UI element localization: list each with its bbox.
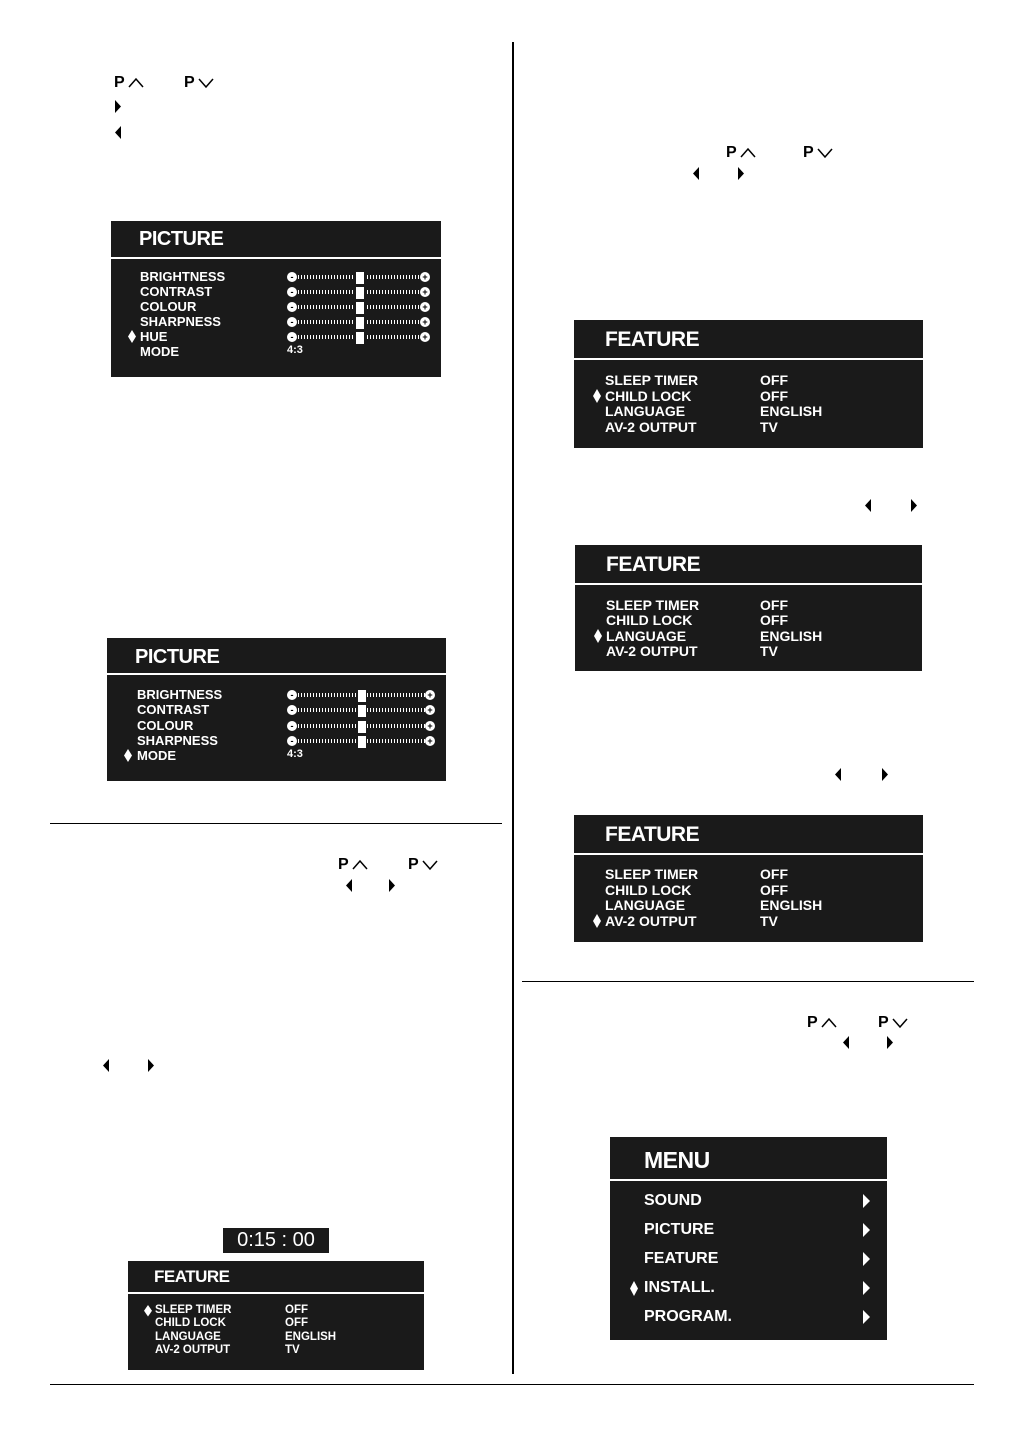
p-up-button-glyph — [114, 74, 145, 92]
p-up-button-glyph — [807, 1014, 838, 1032]
chevron-up-icon — [351, 859, 369, 871]
level-slider[interactable] — [287, 721, 435, 731]
osd-item-label[interactable]: AV-2 OUTPUT — [606, 642, 698, 659]
osd-item-label[interactable]: CHILD LOCK — [605, 387, 692, 404]
chevron-down-icon — [816, 147, 834, 159]
osd-item-value: ENGLISH — [285, 1330, 337, 1343]
column-divider — [512, 42, 514, 1374]
main-menu-osd — [610, 1137, 887, 1340]
slider-knob[interactable] — [357, 704, 367, 718]
p-down-button-glyph — [878, 1014, 909, 1032]
p-label: P — [338, 856, 349, 873]
chevron-up-icon — [739, 147, 757, 159]
level-slider[interactable] — [287, 287, 430, 297]
osd-item-label[interactable]: MODE — [137, 748, 176, 764]
osd-item-label[interactable]: SLEEP TIMER — [155, 1304, 232, 1316]
osd-item-value: 4:3 — [287, 344, 303, 356]
minus-icon: - — [287, 736, 297, 746]
osd-title-separator — [128, 1292, 424, 1294]
plus-icon: + — [420, 302, 430, 312]
p-label: P — [114, 74, 125, 91]
osd-item-value: 4:3 — [287, 748, 303, 761]
p-label: P — [726, 144, 737, 161]
left-arrow-icon — [114, 126, 122, 139]
plus-icon: + — [425, 690, 435, 700]
osd-item-label[interactable]: HUE — [140, 329, 168, 344]
section-divider-right — [522, 981, 974, 982]
submenu-arrow-icon — [863, 1194, 870, 1208]
minus-icon: - — [287, 317, 297, 327]
osd-item-label[interactable]: COLOUR — [140, 299, 197, 314]
osd-item-value: TV — [760, 418, 778, 435]
p-label: P — [878, 1014, 889, 1031]
osd-item-label[interactable]: LANGUAGE — [606, 627, 687, 644]
osd-title-separator — [575, 583, 922, 585]
right-arrow-icon — [886, 1036, 894, 1049]
submenu-arrow-icon — [863, 1223, 870, 1237]
p-label: P — [408, 856, 419, 873]
osd-item-label[interactable]: BRIGHTNESS — [140, 269, 226, 284]
osd-title-separator — [610, 1179, 887, 1181]
slider-knob[interactable] — [357, 720, 367, 734]
selection-pointer-icon — [593, 914, 601, 928]
osd-item-label[interactable]: SLEEP TIMER — [606, 597, 700, 613]
sleep-timer-display: 0:15 : 00 — [223, 1228, 329, 1253]
p-label: P — [184, 74, 195, 91]
osd-item-label[interactable]: LANGUAGE — [155, 1330, 221, 1343]
level-slider[interactable] — [287, 705, 435, 715]
minus-icon: - — [287, 721, 297, 731]
osd-item-value: ENGLISH — [760, 403, 823, 419]
osd-item-label[interactable]: COLOUR — [137, 717, 194, 733]
osd-item-value: TV — [760, 642, 778, 659]
right-arrow-icon — [881, 768, 889, 781]
feature-menu-osd — [128, 1261, 424, 1370]
chevron-down-icon — [891, 1017, 909, 1029]
chevron-up-icon — [820, 1017, 838, 1029]
osd-item-value: OFF — [285, 1304, 308, 1316]
osd-item-label[interactable]: CHILD LOCK — [605, 881, 692, 898]
p-down-button-glyph — [184, 74, 215, 92]
left-arrow-icon — [692, 167, 700, 180]
osd-title: FEATURE — [606, 553, 701, 576]
plus-icon: + — [420, 287, 430, 297]
feature-menu-osd — [574, 320, 923, 448]
plus-icon: + — [420, 317, 430, 327]
level-slider[interactable] — [287, 317, 430, 327]
slider-knob[interactable] — [355, 331, 365, 345]
chevron-up-icon — [127, 77, 145, 89]
osd-item-label[interactable]: CHILD LOCK — [155, 1317, 226, 1330]
p-down-button-glyph — [408, 856, 439, 874]
osd-title: MENU — [644, 1147, 710, 1173]
submenu-arrow-icon — [863, 1310, 870, 1324]
menu-item-label[interactable]: FEATURE — [644, 1250, 719, 1267]
level-slider[interactable] — [287, 332, 430, 342]
level-slider[interactable] — [287, 736, 435, 746]
menu-item-label[interactable]: INSTALL. — [644, 1279, 715, 1296]
menu-item-label[interactable]: PROGRAM. — [644, 1308, 732, 1325]
osd-item-label[interactable]: BRIGHTNESS — [137, 687, 223, 702]
p-label: P — [803, 144, 814, 161]
menu-item-label[interactable]: PICTURE — [644, 1221, 715, 1238]
osd-title-separator — [574, 358, 923, 360]
slider-knob[interactable] — [355, 301, 365, 315]
selection-pointer-icon — [593, 389, 601, 403]
selection-pointer-icon — [144, 1305, 152, 1317]
chevron-down-icon — [197, 77, 215, 89]
osd-item-label[interactable]: SHARPNESS — [140, 314, 221, 329]
osd-item-label[interactable]: AV-2 OUTPUT — [155, 1343, 231, 1356]
osd-item-label[interactable]: CONTRAST — [140, 284, 213, 299]
selection-pointer-icon — [128, 330, 136, 343]
osd-title: PICTURE — [135, 646, 220, 668]
osd-title: FEATURE — [154, 1267, 230, 1286]
osd-item-label[interactable]: LANGUAGE — [605, 897, 686, 913]
osd-item-label[interactable]: SLEEP TIMER — [605, 372, 699, 388]
minus-icon: - — [287, 332, 297, 342]
minus-icon: - — [287, 287, 297, 297]
osd-item-value: OFF — [760, 866, 788, 882]
left-arrow-icon — [842, 1036, 850, 1049]
osd-item-value: OFF — [760, 881, 788, 898]
left-arrow-icon — [834, 768, 842, 781]
right-arrow-icon — [388, 879, 396, 892]
slider-knob[interactable] — [355, 286, 365, 300]
osd-item-value: ENGLISH — [760, 897, 823, 913]
right-arrow-icon — [114, 100, 122, 113]
osd-item-label[interactable]: SLEEP TIMER — [605, 866, 699, 882]
right-arrow-icon — [910, 499, 918, 512]
osd-title: FEATURE — [605, 823, 700, 846]
minus-icon: - — [287, 272, 297, 282]
osd-item-label[interactable]: CONTRAST — [137, 702, 210, 718]
slider-knob[interactable] — [357, 735, 367, 749]
feature-menu-osd — [574, 815, 923, 942]
p-up-button-glyph — [726, 144, 757, 162]
osd-item-value: TV — [760, 912, 778, 929]
osd-item-label[interactable]: CHILD LOCK — [606, 612, 693, 629]
level-slider[interactable] — [287, 302, 430, 312]
osd-title: FEATURE — [605, 328, 700, 351]
osd-item-label[interactable]: AV-2 OUTPUT — [605, 912, 697, 929]
osd-item-value: OFF — [760, 387, 788, 404]
osd-item-label[interactable]: SHARPNESS — [137, 732, 218, 748]
osd-item-label[interactable]: MODE — [140, 344, 179, 359]
osd-title-separator — [574, 853, 923, 855]
selection-pointer-icon — [124, 749, 132, 762]
osd-item-value: ENGLISH — [760, 627, 823, 644]
menu-item-label[interactable]: SOUND — [644, 1192, 702, 1209]
submenu-arrow-icon — [863, 1281, 870, 1295]
osd-item-value: OFF — [760, 612, 788, 629]
osd-item-value: TV — [285, 1343, 300, 1356]
osd-item-value: OFF — [760, 597, 788, 613]
slider-knob[interactable] — [355, 271, 365, 285]
plus-icon: + — [420, 332, 430, 342]
osd-item-value: OFF — [760, 372, 788, 388]
minus-icon: - — [287, 705, 297, 715]
minus-icon: - — [287, 302, 297, 312]
selection-pointer-icon — [594, 629, 602, 643]
right-arrow-icon — [147, 1059, 155, 1072]
osd-title: PICTURE — [139, 228, 224, 250]
selection-pointer-icon — [630, 1281, 638, 1296]
feature-menu-osd — [575, 545, 922, 671]
slider-knob[interactable] — [357, 689, 367, 703]
plus-icon: + — [420, 272, 430, 282]
page-bottom-rule — [50, 1384, 974, 1385]
left-arrow-icon — [345, 879, 353, 892]
level-slider[interactable] — [287, 690, 435, 700]
left-arrow-icon — [102, 1059, 110, 1072]
submenu-arrow-icon — [863, 1252, 870, 1266]
plus-icon: + — [425, 736, 435, 746]
right-arrow-icon — [737, 167, 745, 180]
osd-item-label[interactable]: AV-2 OUTPUT — [605, 418, 697, 435]
picture-menu-osd — [107, 638, 446, 781]
osd-title-separator — [107, 673, 446, 675]
level-slider[interactable] — [287, 272, 430, 282]
p-down-button-glyph — [803, 144, 834, 162]
osd-title-separator — [111, 257, 441, 259]
picture-menu-osd — [111, 221, 441, 377]
p-up-button-glyph — [338, 856, 369, 874]
osd-item-value: OFF — [285, 1317, 308, 1330]
slider-knob[interactable] — [355, 316, 365, 330]
plus-icon: + — [425, 705, 435, 715]
osd-item-label[interactable]: LANGUAGE — [605, 403, 686, 419]
section-divider-left — [50, 823, 502, 824]
p-label: P — [807, 1014, 818, 1031]
chevron-down-icon — [421, 859, 439, 871]
minus-icon: - — [287, 690, 297, 700]
plus-icon: + — [425, 721, 435, 731]
left-arrow-icon — [864, 499, 872, 512]
